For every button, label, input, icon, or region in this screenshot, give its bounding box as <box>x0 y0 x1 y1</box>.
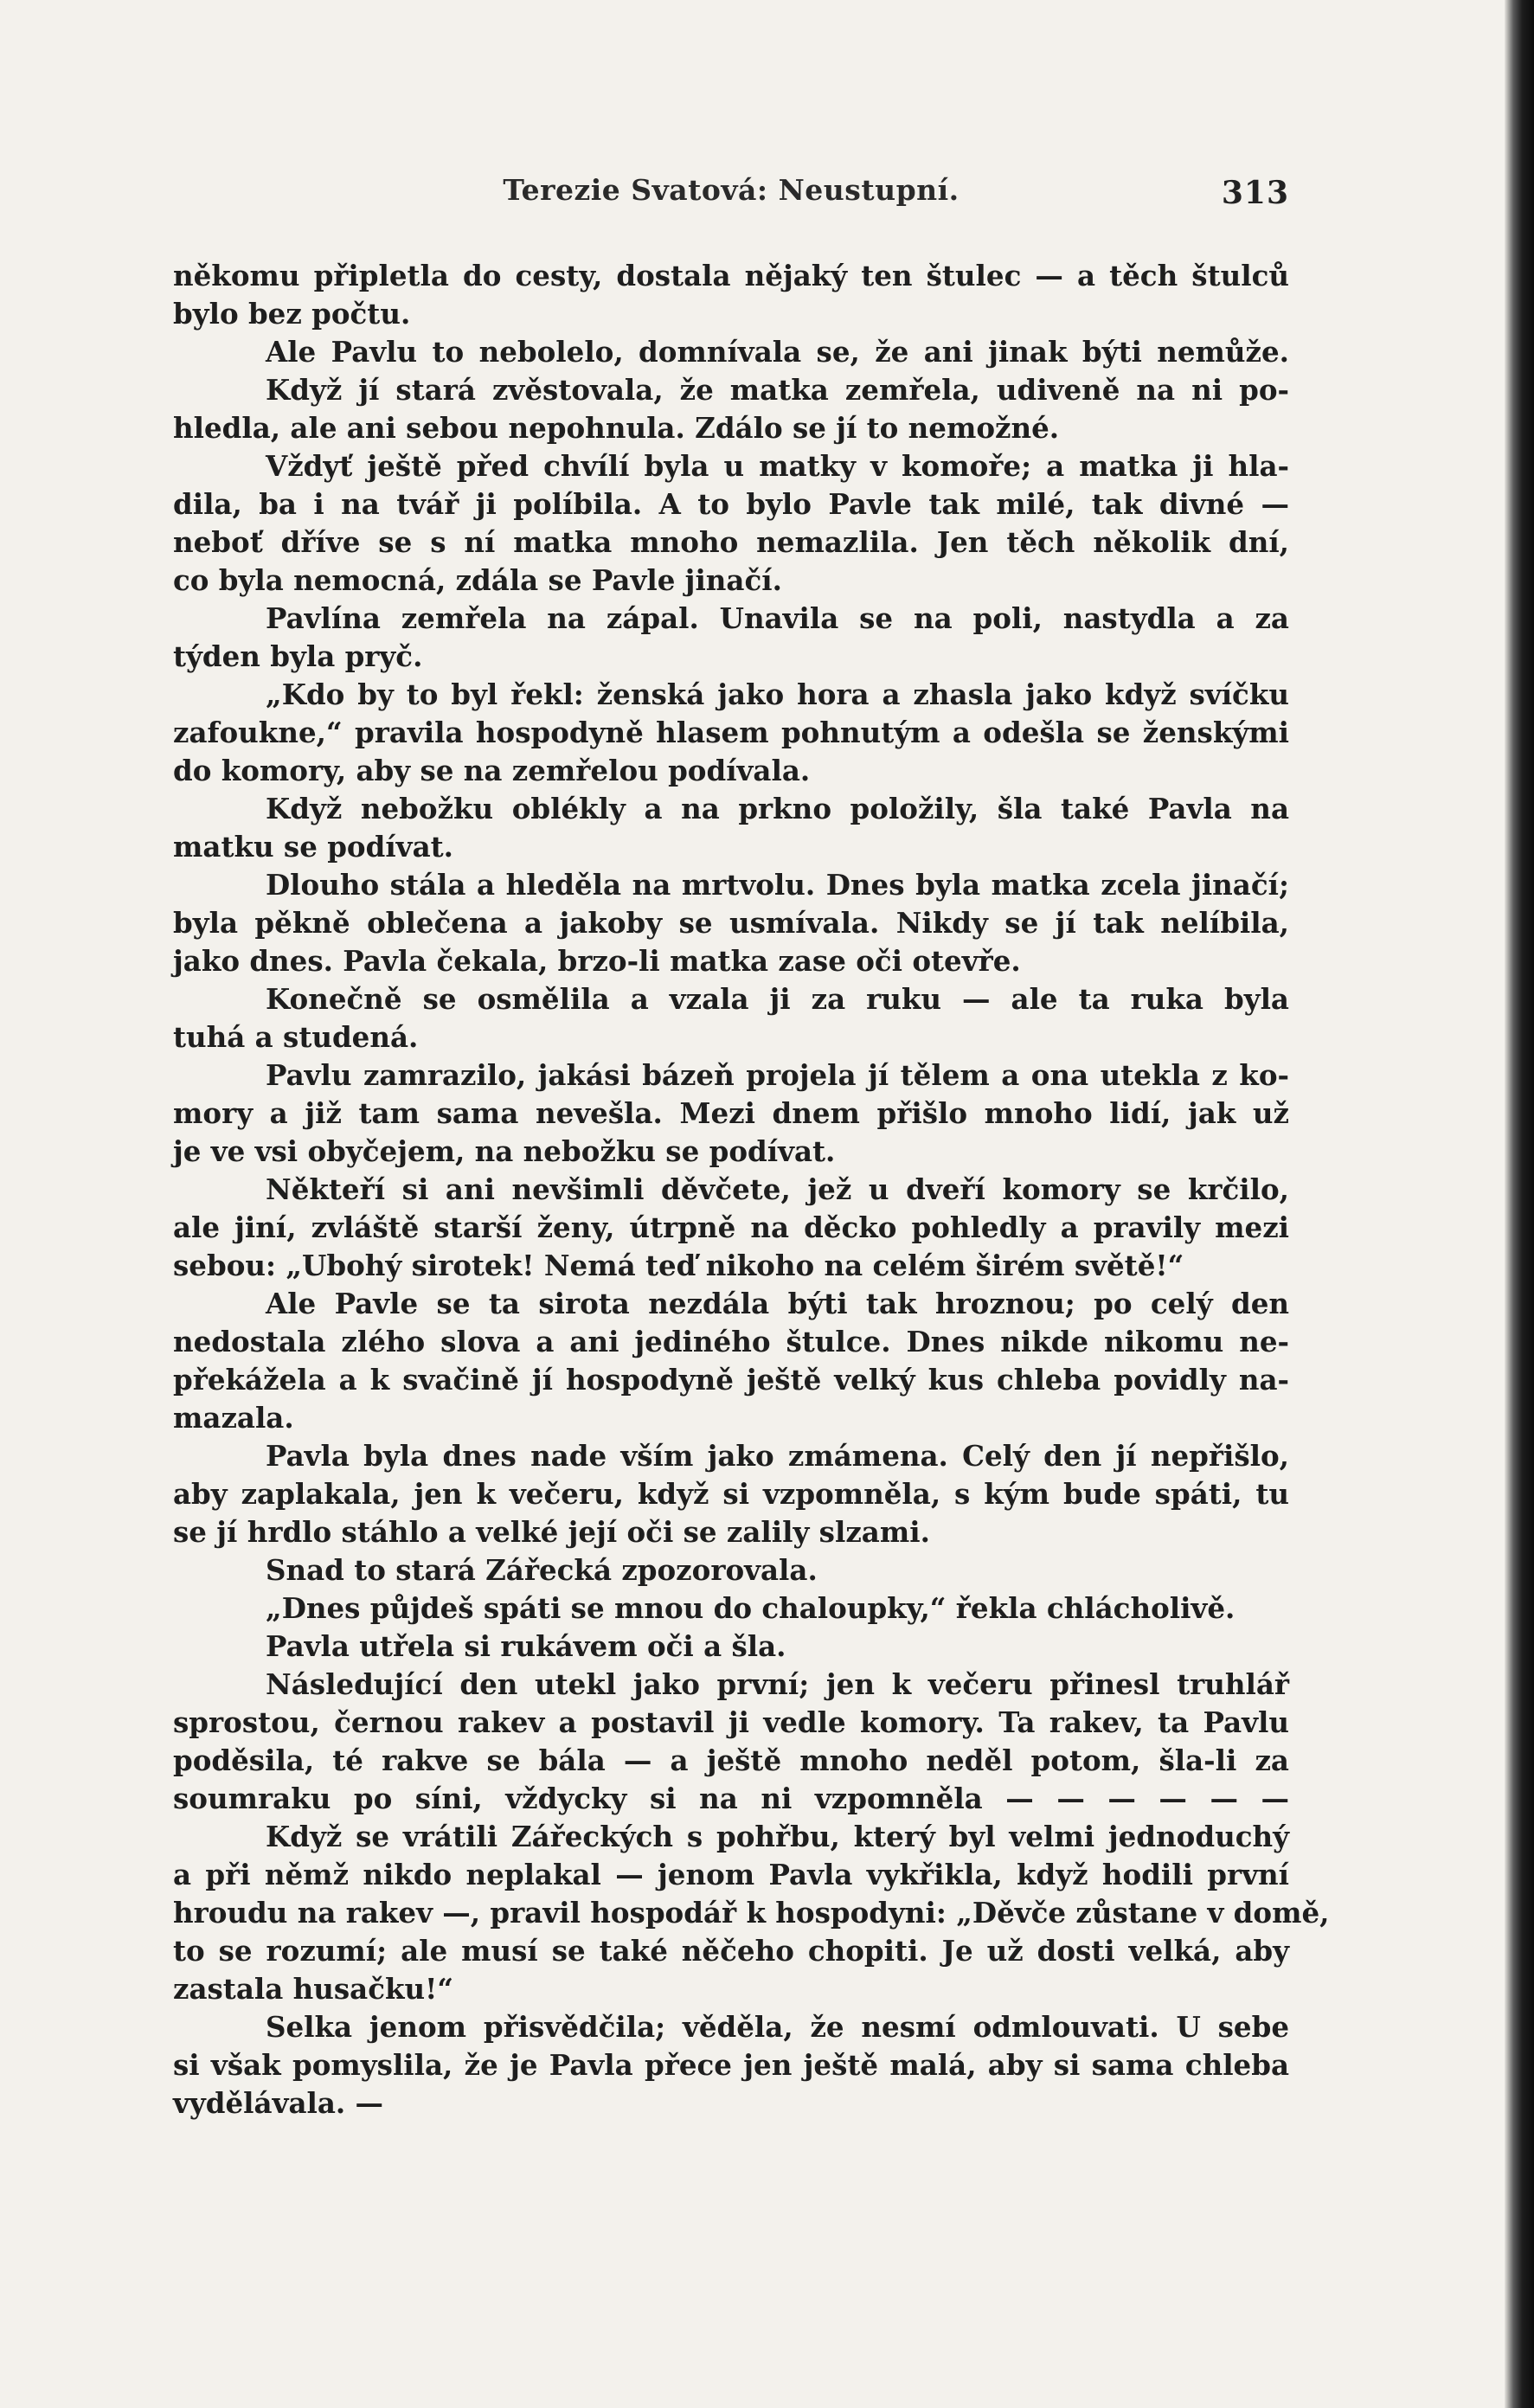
text-line: překážela a k svačině jí hospodyně ještě velký kus chleba povidly na- <box>173 1363 1289 1397</box>
text-line: týden byla pryč. <box>173 639 423 673</box>
text-line: Když nebožku oblékly a na prkno položily, šla také Pavla na <box>266 792 1289 825</box>
text-line: hroudu na rakev —, pravil hospodář k hospodyni: „Děvče zůstane v domě, <box>173 1896 1330 1930</box>
text-line: Pavla utřela si rukávem oči a šla. <box>266 1629 786 1663</box>
text-line: Ale Pavle se ta sirota nezdála býti tak hroznou; po celý den <box>266 1287 1289 1320</box>
text-line: se jí hrdlo stáhlo a velké její oči se zalily slzami. <box>173 1515 930 1549</box>
text-line: mory a již tam sama nevešla. Mezi dnem přišlo mnoho lidí, jak už <box>173 1096 1289 1130</box>
text-line: Ale Pavlu to nebolelo, domnívala se, že ani jinak býti nemůže. <box>266 335 1289 369</box>
text-line: si však pomyslila, že je Pavla přece jen ještě malá, aby si sama chleba <box>173 2048 1289 2082</box>
text-line: Někteří si ani nevšimli děvčete, jež u dveří komory se krčilo, <box>266 1172 1289 1206</box>
running-title: Terezie Svatová: Neustupní. <box>503 173 960 207</box>
text-line: sprostou, černou rakev a postavil ji vedle komory. Ta rakev, ta Pavlu <box>173 1705 1289 1739</box>
text-line: hledla, ale ani sebou nepohnula. Zdálo se jí to nemožné. <box>173 411 1060 445</box>
text-line: někomu připletla do cesty, dostala nějaký ten štulec — a těch štulců <box>173 259 1289 292</box>
text-line: matku se podívat. <box>173 830 453 864</box>
text-line: mazala. <box>173 1401 294 1435</box>
text-line: „Dnes půjdeš spáti se mnou do chaloupky,“ řekla chlácholivě. <box>266 1591 1236 1625</box>
text-line: Konečně se osmělila a vzala ji za ruku — ale ta ruka byla <box>266 982 1289 1016</box>
text-line: do komory, aby se na zemřelou podívala. <box>173 754 811 787</box>
text-line: Snad to stará Zářecká zpozorovala. <box>266 1553 818 1587</box>
text-line: tuhá a studená. <box>173 1020 419 1054</box>
page-number: 313 <box>1221 175 1289 211</box>
scan-edge <box>1505 0 1534 2408</box>
text-line: sebou: „Ubohý sirotek! Nemá teď nikoho na celém širém světě!“ <box>173 1249 1184 1282</box>
text-line: neboť dříve se s ní matka mnoho nemazlila. Jen těch několik dní, <box>173 525 1289 559</box>
text-line: jako dnes. Pavla čekala, brzo-li matka zase oči otevře. <box>173 944 1021 978</box>
running-header <box>173 170 1289 222</box>
text-line: soumraku po síni, vždycky si na ni vzpomněla — — — — — — <box>173 1782 1289 1815</box>
text-line: Když jí stará zvěstovala, že matka zemřela, udiveně na ni po- <box>266 373 1289 407</box>
text-line: to se rozumí; ale musí se také něčeho chopiti. Je už dosti velká, aby <box>173 1934 1289 1968</box>
text-line: „Kdo by to byl řekl: ženská jako hora a zhasla jako když svíčku <box>266 677 1289 711</box>
text-line: Když se vrátili Zářeckých s pohřbu, který byl velmi jednoduchý <box>266 1820 1289 1853</box>
text-line: dila, ba i na tvář ji políbila. A to bylo Pavle tak milé, tak divné — <box>173 487 1289 521</box>
text-line: bylo bez počtu. <box>173 297 411 331</box>
text-line: je ve vsi obyčejem, na nebožku se podívat. <box>173 1134 836 1168</box>
text-line: poděsila, té rakve se bála — a ještě mnoho neděl potom, šla-li za <box>173 1743 1289 1777</box>
text-line: a při němž nikdo neplakal — jenom Pavla vykřikla, když hodili první <box>173 1858 1289 1891</box>
text-line: byla pěkně oblečena a jakoby se usmívala. Nikdy se jí tak nelíbila, <box>173 906 1289 940</box>
text-line: ale jiní, zvláště starší ženy, útrpně na děcko pohledly a pravily mezi <box>173 1210 1289 1244</box>
text-line: vydělávala. — <box>173 2086 384 2120</box>
text-line: Pavlína zemřela na zápal. Unavila se na poli, nastydla a za <box>266 601 1289 635</box>
text-line: zastala husačku!“ <box>173 1972 454 2006</box>
text-line: Pavla byla dnes nade vším jako zmámena. Celý den jí nepřišlo, <box>266 1439 1289 1473</box>
text-line: nedostala zlého slova a ani jediného štulce. Dnes nikde nikomu ne- <box>173 1325 1289 1358</box>
body-text <box>173 257 1330 2122</box>
text-line: Dlouho stála a hleděla na mrtvolu. Dnes byla matka zcela jinačí; <box>266 868 1289 902</box>
text-line: co byla nemocná, zdála se Pavle jinačí. <box>173 563 782 597</box>
text-line: Vždyť ještě před chvílí byla u matky v komoře; a matka ji hla- <box>266 449 1289 483</box>
text-line: Následující den utekl jako první; jen k večeru přinesl truhlář <box>266 1667 1289 1701</box>
text-line: aby zaplakala, jen k večeru, když si vzpomněla, s kým bude spáti, tu <box>173 1477 1289 1511</box>
text-line: Pavlu zamrazilo, jakási bázeň projela jí tělem a ona utekla z ko- <box>266 1058 1289 1092</box>
text-line: zafouknе,“ pravila hospodyně hlasem pohnutým a odešla se ženskými <box>173 716 1289 749</box>
text-line: Selka jenom přisvědčila; věděla, že nesmí odmlouvati. U sebe <box>266 2010 1289 2044</box>
